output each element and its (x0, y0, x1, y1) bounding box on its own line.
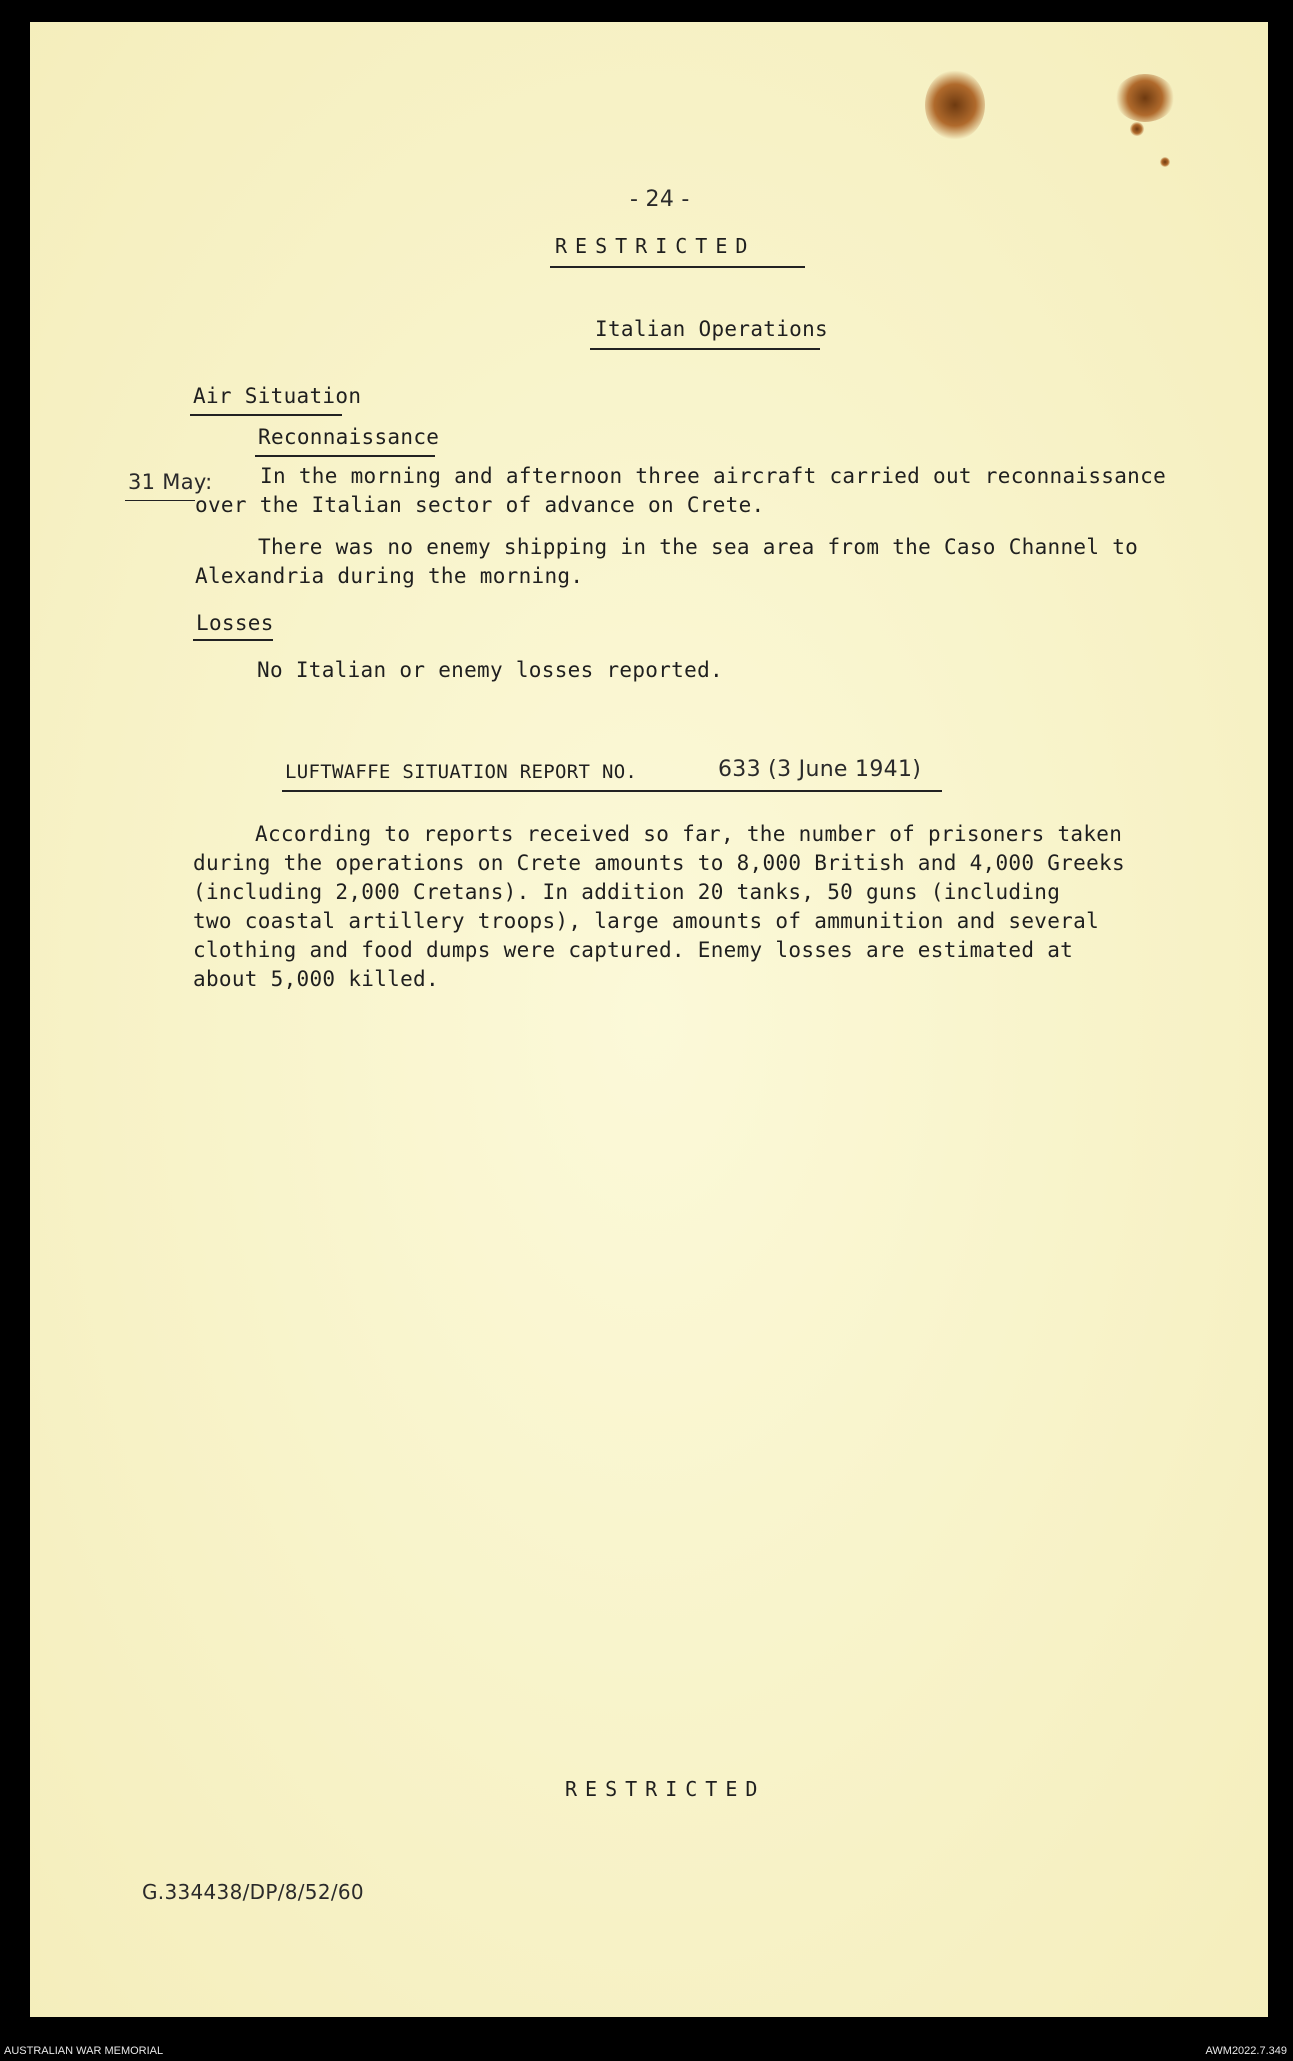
document-page (30, 22, 1268, 2017)
report-para-line-4: two coastal artillery troops), large amounts of ammunition and several (193, 909, 1100, 933)
underline (193, 639, 273, 641)
air-situation-heading: Air Situation (193, 384, 362, 408)
report-para-line-6: about 5,000 killed. (193, 967, 439, 991)
burn-stain (1115, 74, 1175, 122)
recon-text-line-2: over the Italian sector of advance on Crete. (195, 493, 765, 517)
burn-stain (1130, 122, 1144, 136)
report-title-handwritten: 633 (3 June 1941) (718, 757, 922, 782)
underline (190, 414, 342, 416)
burn-stain (1160, 157, 1170, 167)
report-para-line-2: during the operations on Crete amounts to 8,000 British and 4,000 Greeks (193, 851, 1125, 875)
report-para-line-1: According to reports received so far, the number of prisoners taken (255, 822, 1123, 846)
header-classification: RESTRICTED (555, 234, 756, 258)
reference-number: G.334438/DP/8/52/60 (142, 1880, 364, 1904)
underline (282, 790, 942, 792)
recon-text-line-1: In the morning and afternoon three aircraft carried out reconnaissance (260, 464, 1167, 488)
underline (125, 500, 195, 501)
report-para-line-3: (including 2,000 Cretans). In addition 20 tanks, 50 guns (including (193, 880, 1061, 904)
underline (550, 266, 805, 268)
losses-text: No Italian or enemy losses reported. (257, 658, 723, 682)
section-title: Italian Operations (595, 317, 828, 341)
shipping-text-line-2: Alexandria during the morning. (195, 564, 584, 588)
archive-reference: AWM2022.7.349 (1205, 2045, 1287, 2057)
burn-stain (925, 70, 985, 140)
footer-classification: RESTRICTED (565, 1777, 766, 1801)
underline (255, 455, 435, 457)
shipping-text-line-1: There was no enemy shipping in the sea area from the Caso Channel to (258, 535, 1139, 559)
date-label: 31 May: (128, 470, 213, 494)
underline (590, 348, 820, 350)
reconnaissance-heading: Reconnaissance (258, 425, 440, 449)
report-title-typed: LUFTWAFFE SITUATION REPORT NO. (285, 761, 638, 783)
page-number: - 24 - (630, 187, 690, 212)
archive-credit: AUSTRALIAN WAR MEMORIAL (4, 2045, 164, 2057)
losses-heading: Losses (196, 611, 274, 635)
report-para-line-5: clothing and food dumps were captured. Enemy losses are estimated at (193, 938, 1074, 962)
